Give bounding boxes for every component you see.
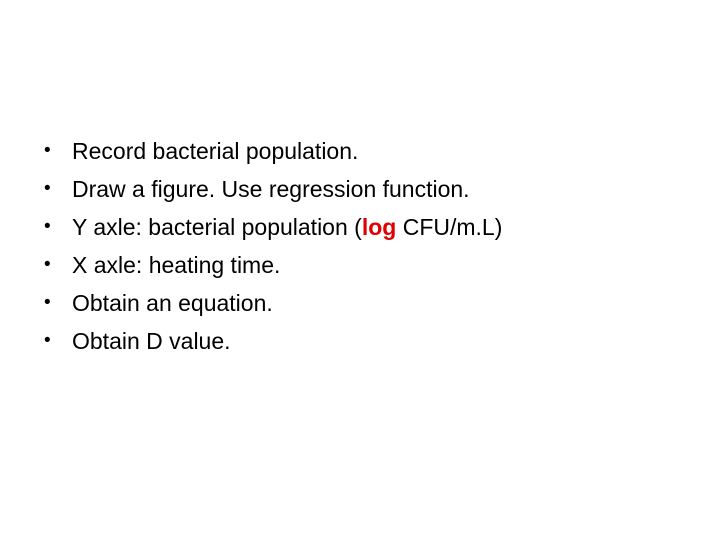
bullet-text: Obtain D value.	[72, 328, 231, 354]
bullet-icon: •	[44, 330, 51, 351]
bullet-text: X axle: heating time.	[72, 252, 281, 278]
bullet-icon: •	[44, 254, 51, 275]
bullet-text: Draw a figure. Use regression function.	[72, 176, 470, 202]
bullet-text: Record bacterial population.	[72, 138, 359, 164]
bullet-text-before: Y axle: bacterial population (	[72, 214, 362, 240]
bullet-text-after: CFU/m.L)	[396, 214, 503, 240]
bullet-icon: •	[44, 292, 51, 313]
bullet-icon: •	[44, 140, 51, 161]
bullet-icon: •	[44, 216, 51, 237]
log-emphasis: log	[361, 214, 397, 240]
bullet-icon: •	[44, 178, 51, 199]
bullet-text: Obtain an equation.	[72, 290, 273, 316]
bullet-text	[72, 208, 502, 246]
